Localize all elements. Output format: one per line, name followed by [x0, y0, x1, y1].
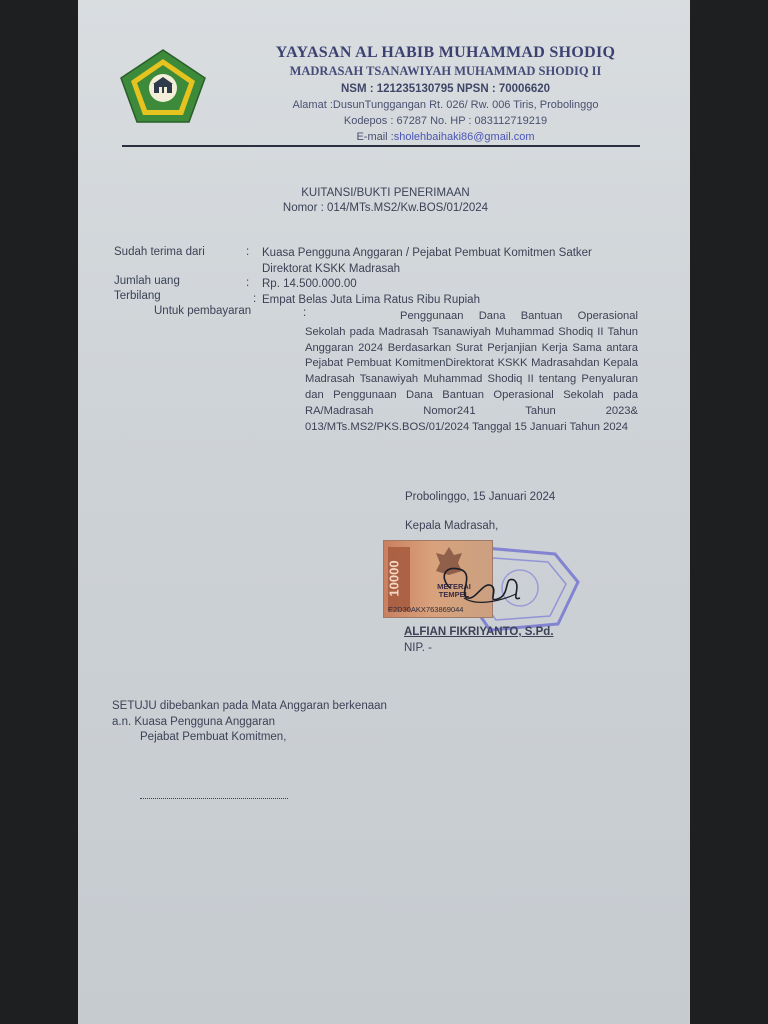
letterhead-divider [122, 145, 640, 147]
field-value-received-from: Kuasa Pengguna Anggaran / Pejabat Pembuat Komitmen Satker [262, 247, 592, 259]
stamp-and-signature [380, 536, 585, 638]
email-address: sholehbaihaki86@gmail.com [393, 131, 535, 143]
signature-icon [380, 536, 585, 638]
field-label-spelled: Terbilang [114, 290, 161, 302]
signer-name: ALFIAN FIKRIYANTO, S.Pd. [404, 626, 554, 638]
meterai-value: 10000 [386, 560, 402, 597]
address: Alamat :DusunTunggangan Rt. 026/ Rw. 006 Tiris, Probolinggo [292, 99, 599, 111]
document-title-block [208, 186, 563, 216]
approval-line: SETUJU dibebankan pada Mata Anggaran berkenaan [112, 700, 387, 712]
document-page [78, 0, 690, 1024]
document-title: KUITANSI/BUKTI PENERIMAAN [301, 187, 470, 199]
field-value-amount: Rp. 14.500.000.00 [262, 278, 357, 290]
email-label: E-mail : [356, 131, 394, 143]
meterai-serial: E2D30AKX763869044 [388, 605, 464, 614]
approval-signature-line [140, 798, 288, 799]
contact: Kodepos : 67287 No. HP : 083112719219 [343, 115, 548, 127]
school-name: MADRASAH TSANAWIYAH MUHAMMAD SHODIQ II [289, 64, 602, 78]
approval-on-behalf: a.n. Kuasa Pengguna Anggaran [112, 716, 276, 728]
signer-position: Kepala Madrasah, [405, 520, 499, 532]
field-value-spelled: Empat Belas Juta Lima Ratus Ribu Rupiah [262, 294, 480, 306]
signer-nip: NIP. - [404, 642, 432, 654]
field-colon: : [253, 293, 257, 305]
field-label-payment-for: Untuk pembayaran [154, 305, 252, 317]
email-line [208, 131, 683, 143]
field-colon: : [246, 246, 250, 258]
meterai-label: METERAI TEMPEL [437, 582, 471, 599]
approval-official: Pejabat Pembuat Komitmen, [140, 731, 287, 743]
document-number: Nomor : 014/MTs.MS2/Kw.BOS/01/2024 [282, 202, 489, 214]
field-value-payment-for: Penggunaan Dana Bantuan Operasional Sekolah pada Madrasah Tsanawiyah Muhammad Shodiq II Tahun Anggaran 2024 Berdasarkan Surat Perjanjian Kerja Sama antara Pejabat Pembuat KomitmenDirektorat KSKK Madrasahdan Kepala Madrasah Tsanawiyah Muhammad Shodiq II tentang Penyaluran dan Penggunaan Dana Bantuan Operasional Sekolah pada RA/Madrasah Nomor241 Tahun 2023& 013/MTs.MS2/PKS.BOS/01/2024 Tanggal 15 Januari Tahun 2024 [305, 310, 638, 433]
nsm-npsn: NSM : 121235130795 NPSN : 70006620 [340, 83, 551, 95]
field-colon: : [303, 307, 307, 319]
place-date: Probolinggo, 15 Januari 2024 [405, 491, 556, 503]
foundation-name: YAYASAN AL HABIB MUHAMMAD SHODIQ [275, 44, 616, 61]
field-value-received-from-line2: Direktorat KSKK Madrasah [262, 263, 401, 275]
field-label-received-from: Sudah terima dari [114, 246, 205, 258]
letterhead [208, 44, 683, 143]
field-colon: : [246, 277, 250, 289]
school-logo-icon [118, 48, 208, 124]
field-label-amount: Jumlah uang [114, 275, 180, 287]
